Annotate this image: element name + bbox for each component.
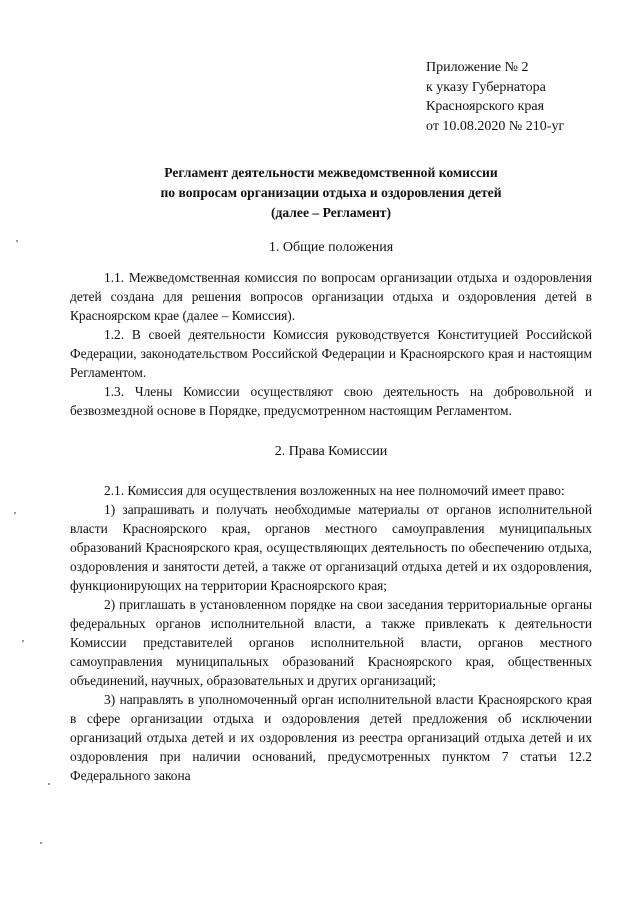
title-line-1: Регламент деятельности межведомственной комиссии bbox=[164, 165, 498, 180]
appendix-decree-ref: к указу Губернатора bbox=[426, 79, 546, 95]
section-2-body bbox=[70, 481, 592, 785]
section-1-body bbox=[70, 268, 592, 420]
scan-speck bbox=[22, 640, 24, 642]
scan-speck bbox=[40, 842, 42, 844]
title-line-3: (далее – Регламент) bbox=[270, 205, 391, 220]
paragraph-2-1: 2.1. Комиссия для осуществления возложенных на нее полномочий имеет право: bbox=[104, 483, 565, 498]
appendix-number: Приложение № 2 bbox=[426, 60, 529, 75]
document-title bbox=[70, 163, 592, 223]
paragraph-1-3: 1.3. Члены Комиссии осуществляют свою деятельность на добровольной и безвозмездной основе в Порядке, предусмотренном настоящим Регламентом. bbox=[70, 384, 592, 418]
section-1-heading: 1. Общие положения bbox=[268, 240, 394, 255]
title-line-2: по вопросам организации отдыха и оздоровления детей bbox=[160, 185, 502, 200]
scan-speck bbox=[14, 512, 16, 514]
scan-speck bbox=[48, 783, 50, 785]
list-item-2: 2) приглашать в установленном порядке на свои заседания территориальные органы федеральных органов исполнительной власти, а также привлекать к деятельности Комиссии представителей органов исполнительной власти, органов местного самоуправления муниципальных образований Красноярского края, общественных объединений, научных, образовательных и других организаций; bbox=[70, 597, 592, 688]
appendix-block bbox=[426, 58, 626, 136]
paragraph-1-1: 1.1. Межведомственная комиссия по вопросам организации отдыха и оздоровления детей создана для решения вопросов организации отдыха и оздоровления детей в Красноярском крае (далее – Комиссия). bbox=[70, 270, 592, 323]
list-item-3: 3) направлять в уполномоченный орган исполнительной власти Красноярского края в сфере организации отдыха и оздоровления детей предложения об исключении организаций отдыха детей и их оздоровления из реестра организаций отдыха детей и их оздоровления при наличии оснований, предусмотренных пунктом 7 статьи 12.2 Федерального закона bbox=[70, 692, 592, 783]
appendix-region: Красноярского края bbox=[426, 99, 545, 114]
paragraph-1-2: 1.2. В своей деятельности Комиссия руководствуется Конституцией Российской Федерации, законодательством Российской Федерации и Красноярского края и настоящим Регламентом. bbox=[70, 327, 592, 380]
section-2-heading: 2. Права Комиссии bbox=[274, 444, 388, 459]
appendix-date: от 10.08.2020 № 210-уг bbox=[426, 118, 565, 134]
scan-speck bbox=[16, 240, 18, 242]
list-item-1: 1) запрашивать и получать необходимые материалы от органов исполнительной власти Красноярского края, органов местного самоуправления муниципальных образований Красноярского края, осуществляющих деятельность по обеспечению отдыха, оздоровления и занятости детей, а также от организаций отдыха детей и их оздоровления, функционирующих на территории Красноярского края; bbox=[70, 502, 592, 593]
